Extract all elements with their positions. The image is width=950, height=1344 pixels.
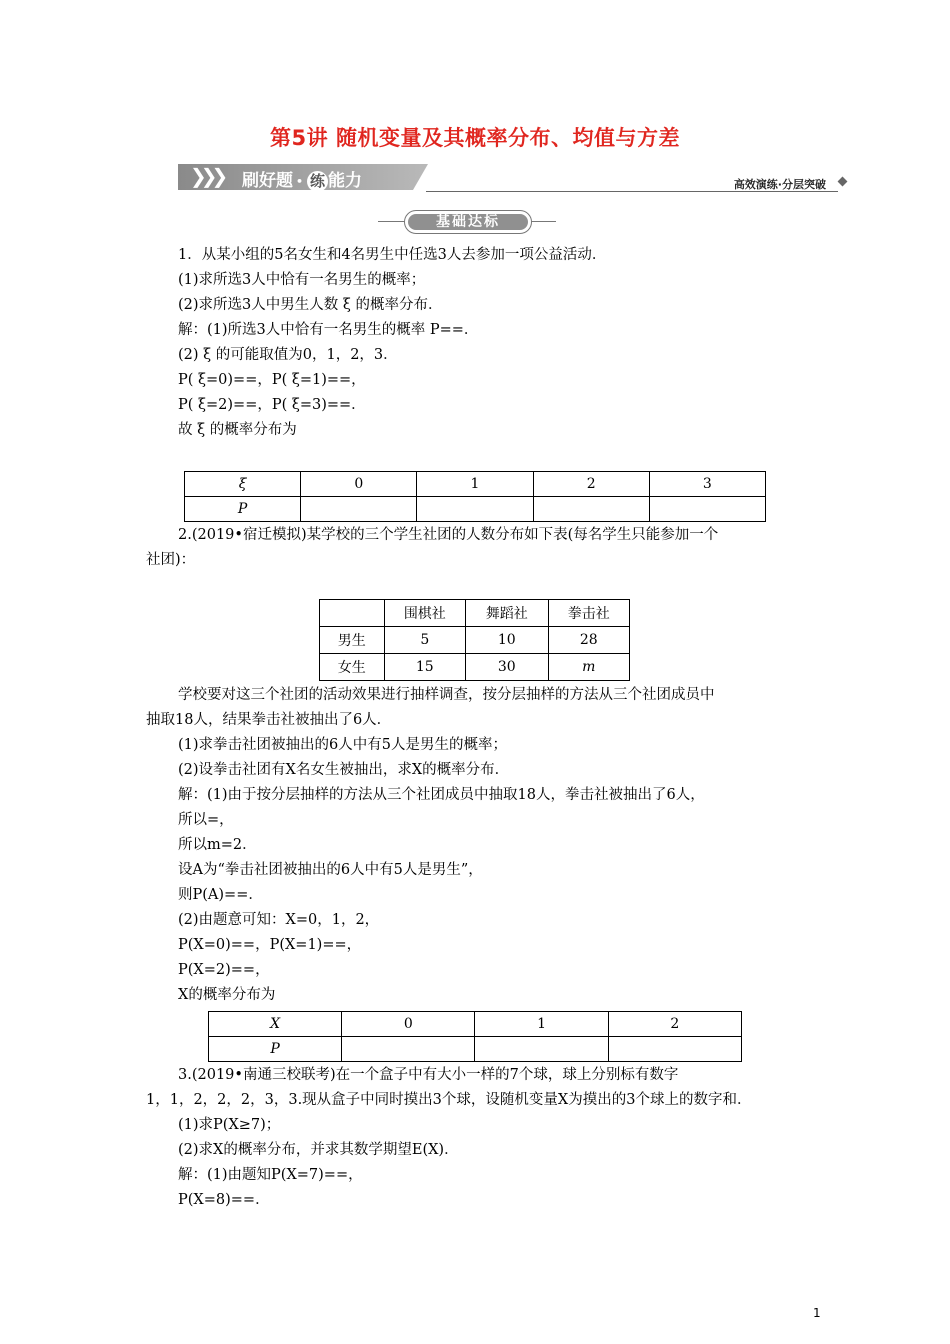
table-row: [185, 497, 766, 522]
banner-sep: •: [296, 174, 304, 188]
text-line: 解：(1)所选3人中恰有一名男生的概率 P==．: [178, 322, 479, 338]
text-line: (2)求所选3人中男生人数 ξ 的概率分布．: [178, 297, 443, 313]
table-cell: P: [209, 1037, 342, 1062]
table-cell: [533, 497, 649, 522]
table-cell: 15: [384, 654, 465, 681]
text-line: P(X=8)==．: [178, 1192, 270, 1208]
table-cell: 5: [384, 627, 465, 654]
table-cell: 10: [466, 627, 548, 654]
text-line: 则P(A)==．: [178, 887, 263, 903]
table-cell: 30: [466, 654, 548, 681]
text-line: P( ξ=2)==，P( ξ=3)==．: [178, 397, 366, 413]
text-line: P(X=2)==，: [178, 962, 270, 978]
section-banner: [178, 160, 848, 196]
probability-table-x: [208, 1011, 742, 1062]
table-cell: 男生: [320, 627, 385, 654]
table-cell: ξ: [185, 472, 301, 497]
text-line: 设A为“拳击社团被抽出的6人中有5人是男生”，: [178, 862, 483, 878]
table-row: [185, 472, 766, 497]
text-line: (1)求所选3人中恰有一名男生的概率；: [178, 272, 426, 288]
table-cell: 28: [548, 627, 630, 654]
text-line: (2)由题意可知：X=0，1，2，: [178, 912, 380, 928]
text-line: 3.(2019•南通三校联考)在一个盒子中有大小一样的7个球，球上分别标有数字: [178, 1067, 679, 1083]
table-row: [320, 627, 630, 654]
text-line: (1)求P(X≥7)；: [178, 1117, 281, 1133]
text-line: 抽取18人，结果拳击社被抽出了6人．: [146, 712, 392, 728]
table-cell: [342, 1037, 475, 1062]
table-row: [320, 654, 630, 681]
table-cell: [608, 1037, 741, 1062]
text-line: 1，1，2，2，2，3，3.现从盒子中同时摸出3个球，设随机变量X为摸出的3个球上的数字和．: [146, 1092, 752, 1108]
table-cell: 0: [301, 472, 417, 497]
text-line: 1．从某小组的5名女生和4名男生中任选3人去参加一项公益活动．: [178, 247, 607, 263]
text-line: P( ξ=0)==，P( ξ=1)==，: [178, 372, 366, 388]
text-line: 故 ξ 的概率分布为: [178, 422, 297, 438]
text-line: 解：(1)由题知P(X=7)==，: [178, 1167, 363, 1183]
table-cell: [301, 497, 417, 522]
text-line: 所以m=2．: [178, 837, 257, 853]
text-line: X的概率分布为: [178, 987, 276, 1003]
section-pill: [404, 210, 532, 234]
banner-right-text: 高效演练·分层突破: [733, 178, 826, 191]
page-number: 1: [813, 1306, 821, 1320]
text-line: (2)求X的概率分布，并求其数学期望E(X)．: [178, 1142, 459, 1158]
table-cell: X: [209, 1012, 342, 1037]
table-cell: [475, 1037, 608, 1062]
text-line: 2.(2019•宿迁模拟)某学校的三个学生社团的人数分布如下表(每名学生只能参加一个: [178, 527, 719, 543]
diamond-icon: [838, 177, 848, 187]
table-cell: 1: [417, 472, 533, 497]
table-cell: 围棋社: [384, 600, 465, 627]
banner-label-b2: 能力: [328, 171, 363, 191]
banner-label-b1: 练: [307, 171, 328, 192]
text-line: 社团)：: [146, 552, 196, 568]
table-cell: m: [548, 654, 630, 681]
table-cell: P: [185, 497, 301, 522]
table-row: [320, 600, 630, 627]
table-cell: 2: [533, 472, 649, 497]
probability-table-xi: [184, 471, 766, 522]
section-header: [378, 210, 556, 234]
text-line: (1)求拳击社团被抽出的6人中有5人是男生的概率；: [178, 737, 507, 753]
banner-label-a: 刷好题: [242, 171, 293, 191]
page-title: 第5讲 随机变量及其概率分布、均值与方差: [270, 126, 680, 150]
text-line: (2) ξ 的可能取值为0，1，2，3．: [178, 347, 398, 363]
text-line: 所以=，: [178, 812, 234, 828]
table-row: [209, 1037, 742, 1062]
table-row: [209, 1012, 742, 1037]
table-cell: 拳击社: [548, 600, 630, 627]
club-distribution-table: [319, 599, 630, 681]
text-line: (2)设拳击社团有X名女生被抽出，求X的概率分布．: [178, 762, 510, 778]
text-line: P(X=0)==，P(X=1)==，: [178, 937, 362, 953]
table-cell: 2: [608, 1012, 741, 1037]
table-cell: [417, 497, 533, 522]
text-line: 学校要对这三个社团的活动效果进行抽样调查，按分层抽样的方法从三个社团成员中: [178, 687, 715, 703]
table-cell: [649, 497, 765, 522]
table-cell: 舞蹈社: [466, 600, 548, 627]
table-cell: 0: [342, 1012, 475, 1037]
table-cell: [320, 600, 385, 627]
banner-label: [242, 166, 362, 192]
table-cell: 3: [649, 472, 765, 497]
section-title: 基础达标: [408, 214, 528, 230]
chevron-right-icon: ❯❯❯: [190, 164, 223, 188]
table-cell: 1: [475, 1012, 608, 1037]
table-cell: 女生: [320, 654, 385, 681]
text-line: 解：(1)由于按分层抽样的方法从三个社团成员中抽取18人，拳击社被抽出了6人，: [178, 787, 705, 803]
